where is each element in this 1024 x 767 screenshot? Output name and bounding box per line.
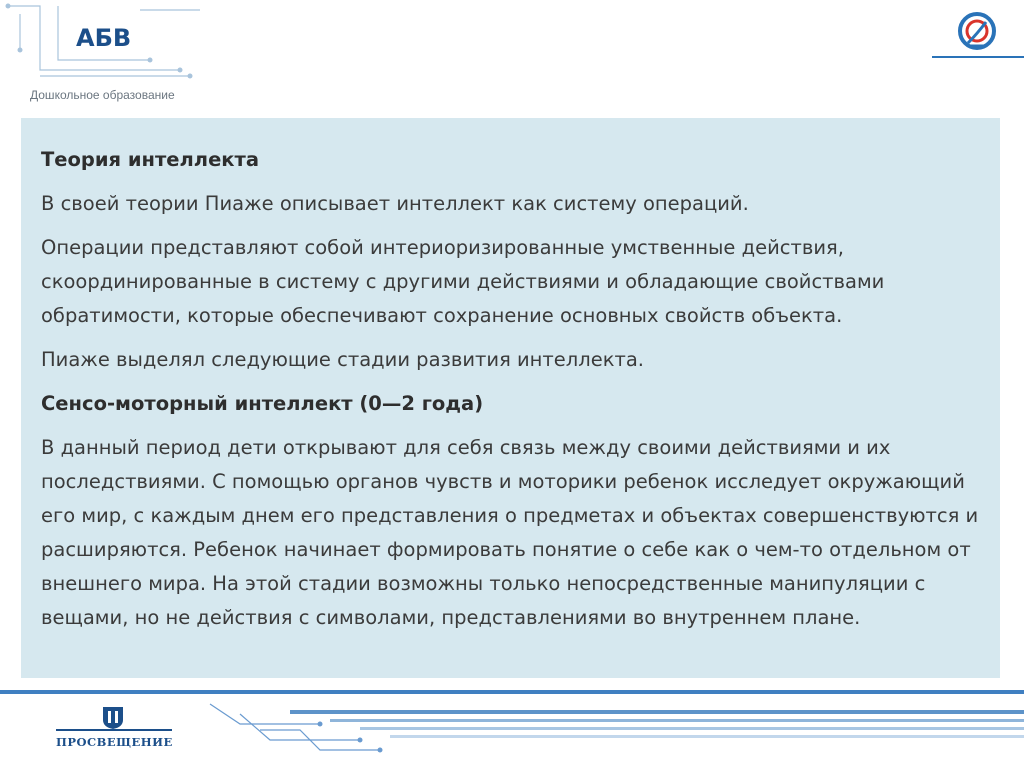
paragraph-1: В своей теории Пиаже описывает интеллект как систему операций. bbox=[41, 192, 749, 215]
stage-title: Сенсо-моторный интеллект (0—2 года) bbox=[41, 392, 484, 415]
header-divider bbox=[932, 56, 1024, 58]
paragraph-2: Операции представляют собой интериоризированные умственные действия, скоординированные в систему с другими действиями и обладающие свойствами обратимости, которые обеспечивают сохранение основных свойств объекта. bbox=[41, 236, 885, 327]
content-text bbox=[41, 143, 981, 645]
footer-divider bbox=[0, 690, 1024, 694]
section-title: Теория интеллекта bbox=[41, 148, 260, 171]
emblem-icon bbox=[956, 10, 998, 52]
paragraph-4: В данный период дети открывают для себя связь между своими действиями и их последствиями. С помощью органов чувств и моторики ребенок исследует окружающий его мир, с каждым днем его представления о предметах и объектах совершенствуются и расширяются. Ребенок начинает формировать понятие о себе как о чем-то отдельном от внешнего мира. На этой стадии возможны только непосредственные манипуляции с вещами, но не действия с символами, представлениями во внутреннем плане. bbox=[41, 436, 979, 629]
brand-logo: АБВ bbox=[76, 24, 132, 52]
brand-subtitle: Дошкольное образование bbox=[30, 88, 175, 102]
publisher-emblem-icon bbox=[100, 704, 126, 730]
paragraph-3: Пиаже выделял следующие стадии развития интеллекта. bbox=[41, 348, 644, 371]
footer-circuit bbox=[200, 700, 400, 755]
publisher-underline bbox=[56, 729, 172, 731]
publisher-logo: ПРОСВЕЩЕНИЕ bbox=[56, 735, 173, 749]
